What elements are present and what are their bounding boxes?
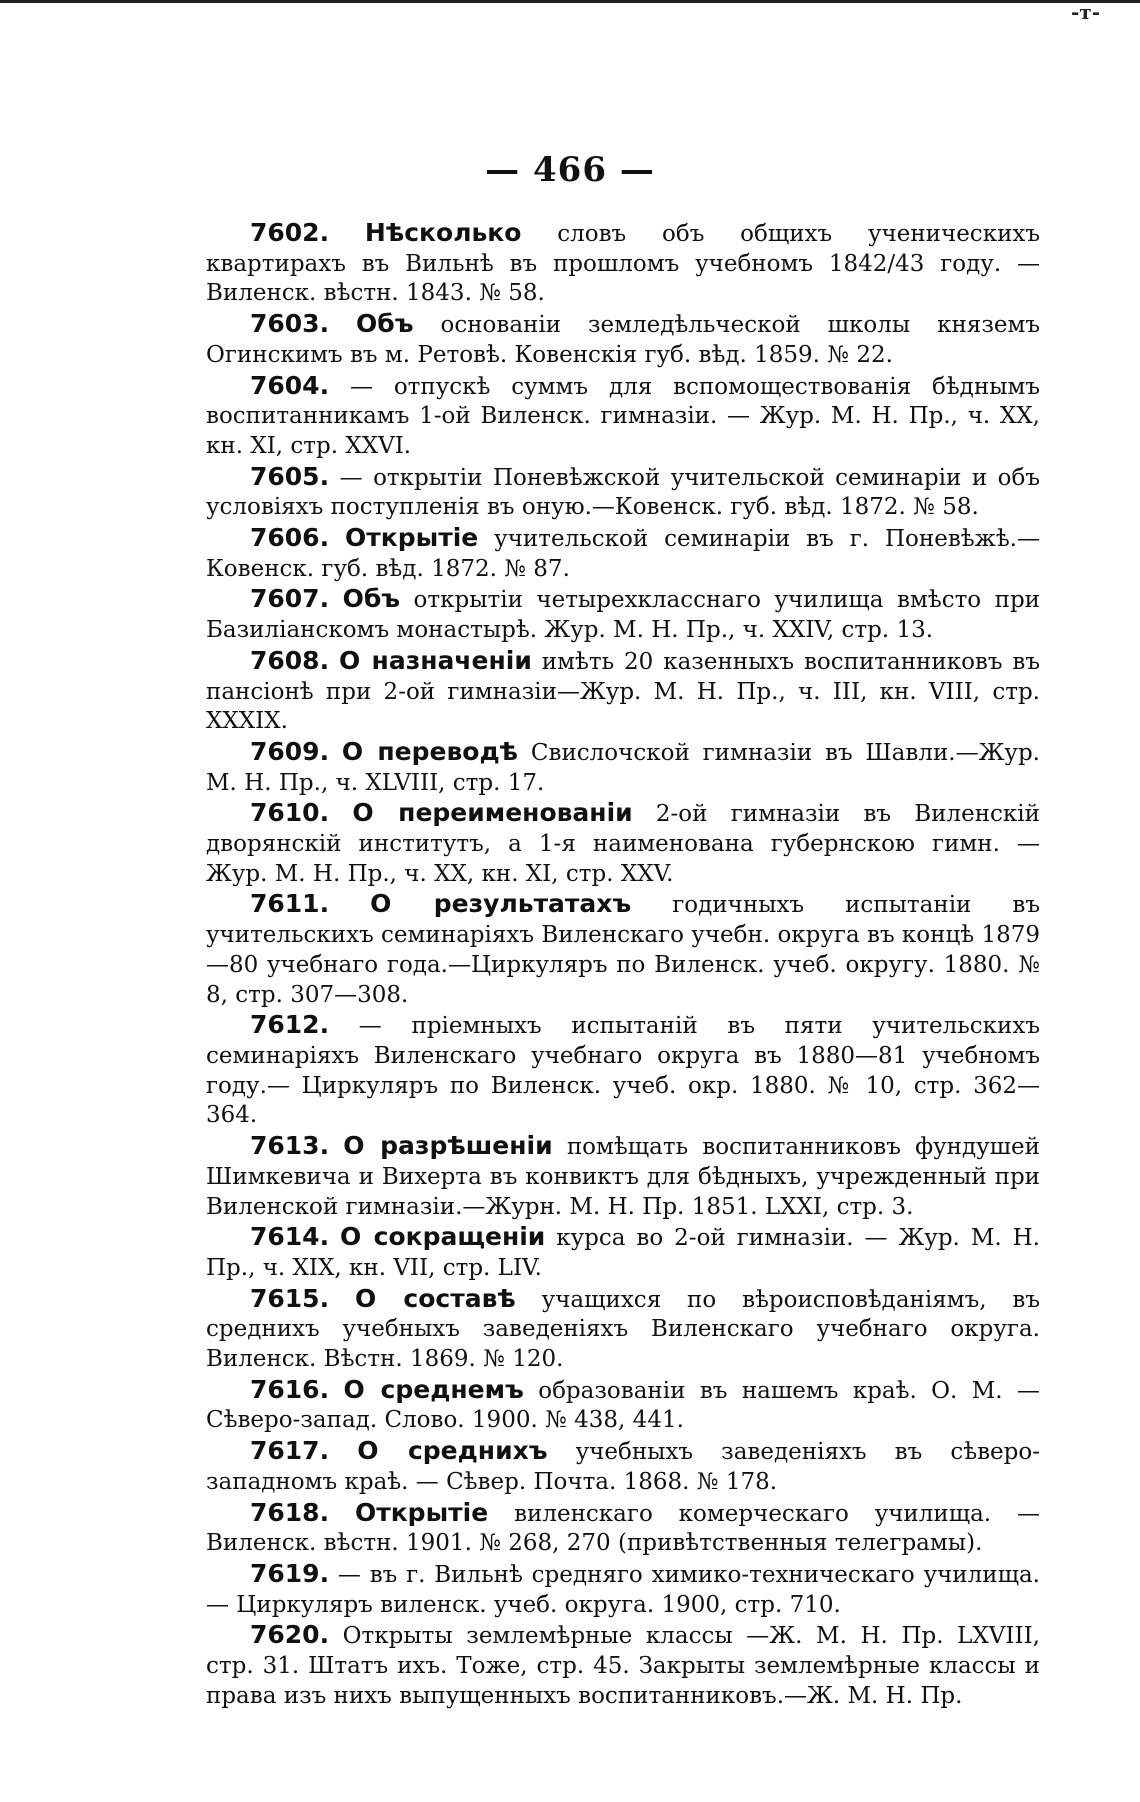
entry-number: 7606. <box>250 523 330 553</box>
entry-text: курса во 2-ой гимназiи. — Жур. М. Н. Пр., ч. XIX, кн. VII, стр. LIV. <box>206 1225 1040 1281</box>
entry-number: 7616. <box>250 1374 330 1404</box>
entry-text: Свислочской гимназiи въ Шавли.—Жур. М. Н. Пр., ч. XLVIII, стр. 17. <box>206 739 1040 796</box>
entry-7611 <box>206 889 1040 1010</box>
entry-number: 7611. <box>250 889 330 919</box>
entry-7607 <box>206 584 1040 645</box>
entry-7603 <box>206 309 1040 370</box>
entry-number: 7604. <box>250 370 330 400</box>
entry-text: 2-ой гимназiи въ Виленскiй дворянскiй институтъ, а 1-я наименована губернскою гимн. — Жур. М. Н. Пр., ч. XX, кн. XI, стр. XXV. <box>206 801 1040 887</box>
entry-7609 <box>206 737 1040 798</box>
top-corner-mark: -т- <box>1071 0 1100 24</box>
entry-text: имѣть 20 казенныхъ воспитанниковъ въ пансiонѣ при 2-ой гимназiи—Жур. М. Н. Пр., ч. III, кн. VIII, стр. XXXIX. <box>206 648 1041 735</box>
page-number: — 466 — <box>485 150 655 190</box>
entry-text: основанiи земледѣльческой школы княземъ Огинскимъ въ м. Ретовѣ. Ковенскiя губ. вѣд. 1859. № 22. <box>206 312 1040 368</box>
entry-heading: О переводѣ <box>341 736 519 766</box>
entry-7614 <box>206 1222 1040 1283</box>
top-rule <box>0 0 1140 3</box>
entry-7610 <box>206 798 1040 889</box>
entry-heading: Объ <box>356 309 414 339</box>
entry-7606 <box>206 523 1040 584</box>
entry-number: 7615. <box>250 1283 330 1313</box>
entry-text: словъ объ общихъ ученическихъ квартирахъ въ Вильнѣ въ прошломъ учебномъ 1842/43 году. — Виленск. вѣстн. 1843. № 58. <box>206 221 1040 307</box>
entry-text: — отпускѣ суммъ для вспомоществованiя бѣднымъ воспитанникамъ 1-ой Виленск. гимназiи. — Жур. М. Н. Пр., ч. XX, кн. XI, стр. XXVI. <box>206 373 1040 459</box>
entry-7617 <box>206 1436 1040 1497</box>
entry-heading: О результатахъ <box>370 889 632 919</box>
entry-number: 7607. <box>250 584 330 614</box>
entry-text: образованiи въ нашемъ краѣ. О. М. — Сѣверо-запад. Слово. 1900. № 438, 441. <box>206 1377 1040 1434</box>
entry-heading: О назначенiи <box>339 645 532 675</box>
entry-heading: О разрѣшенiи <box>343 1131 553 1161</box>
entry-7602 <box>206 218 1040 309</box>
entry-number: 7603. <box>250 309 330 339</box>
entry-text: — открытiи Поневѣжской учительской семинарiи и объ условiяхъ поступленiя въ оную.—Ковенск. губ. вѣд. 1872. № 58. <box>206 464 1040 521</box>
entry-heading: О составѣ <box>354 1283 516 1313</box>
entry-text: учащихся по вѣроисповѣданiямъ, въ среднихъ учебныхъ заведенiяхъ Виленскаго учебнаго округа. Виленск. Вѣстн. 1869. № 120. <box>206 1286 1041 1373</box>
entry-number: 7614. <box>250 1222 330 1252</box>
entry-7619 <box>206 1559 1040 1620</box>
entry-7608 <box>206 646 1040 737</box>
entry-text: учебныхъ заведенiяхъ въ сѣверо-западномъ краѣ. — Сѣвер. Почта. 1868. № 178. <box>206 1439 1040 1495</box>
entry-number: 7609. <box>250 736 330 766</box>
entry-7605 <box>206 462 1040 523</box>
entry-text: учительской семинарiи въ г. Поневѣжѣ.— Ковенск. губ. вѣд. 1872. № 87. <box>206 526 1040 582</box>
entry-7616 <box>206 1375 1040 1436</box>
entry-7618 <box>206 1498 1040 1559</box>
entry-number: 7620. <box>250 1620 330 1650</box>
entry-number: 7619. <box>250 1558 330 1588</box>
entry-text: Открыты землемѣрные классы —Ж. М. Н. Пр. LXVIII, стр. 31. Штатъ ихъ. Тоже, стр. 45. Закрыты землемѣрные классы и права изъ нихъ выпущенныхъ воспитанниковъ.—Ж. М. Н. Пр. <box>206 1623 1040 1709</box>
entry-text: открытiи четырехкласснаго училища вмѣсто при Базилiанскомъ монастырѣ. Жур. М. Н. Пр., ч. XXIV, стр. 13. <box>206 587 1041 644</box>
entry-number: 7608. <box>250 645 330 675</box>
entry-text: помѣщать воспитанниковъ фундушей Шимкевича и Вихерта въ конвиктъ для бѣдныхъ, учрежденный при Виленской гимназiи.—Журн. М. Н. Пр. 1851. LXXI, стр. 3. <box>206 1134 1040 1220</box>
entry-7613 <box>206 1131 1040 1222</box>
entry-heading: О среднихъ <box>357 1436 548 1466</box>
entry-number: 7618. <box>250 1497 330 1527</box>
entry-heading: Объ <box>342 584 401 614</box>
entry-number: 7605. <box>250 461 330 491</box>
bibliography-entries <box>206 218 1040 1711</box>
entry-text: годичныхъ испытанiи въ учительскихъ семинарiяхъ Виленскаго учебн. округа въ концѣ 1879—80 учебнаго года.—Циркуляръ по Виленск. учеб. округу. 1880. № 8, стр. 307—308. <box>206 892 1040 1008</box>
entry-heading: Нѣсколько <box>364 218 522 247</box>
entry-number: 7610. <box>250 798 330 828</box>
entry-heading: О переименованiи <box>352 798 633 828</box>
entry-7620 <box>206 1620 1040 1711</box>
entry-7604 <box>206 371 1040 462</box>
entry-number: 7602. <box>250 218 330 247</box>
entry-text: — въ г. Вильнѣ средняго химико-техническаго училища. — Циркуляръ виленск. учеб. округа. 1900, стр. 710. <box>206 1561 1040 1618</box>
entry-number: 7613. <box>250 1131 330 1161</box>
entry-heading: О среднемъ <box>343 1374 524 1404</box>
entry-number: 7617. <box>250 1436 330 1466</box>
entry-heading: Открытiе <box>345 523 479 553</box>
entry-text: виленскаго комерческаго училища. — Виленск. вѣстн. 1901. № 268, 270 (привѣтственныя телеграмы). <box>206 1500 1040 1557</box>
entry-heading: О сокращенiи <box>340 1222 546 1252</box>
entry-heading: Открытiе <box>354 1497 489 1527</box>
entry-7612 <box>206 1010 1040 1131</box>
entry-number: 7612. <box>250 1010 330 1040</box>
entry-text: — прiемныхъ испытанiй въ пяти учительскихъ семинарiяхъ Виленскаго учебнаго округа въ 1880—81 учебномъ году.— Циркуляръ по Виленск. учеб. окр. 1880. № 10, стр. 362—364. <box>206 1013 1040 1129</box>
entry-7615 <box>206 1284 1040 1375</box>
